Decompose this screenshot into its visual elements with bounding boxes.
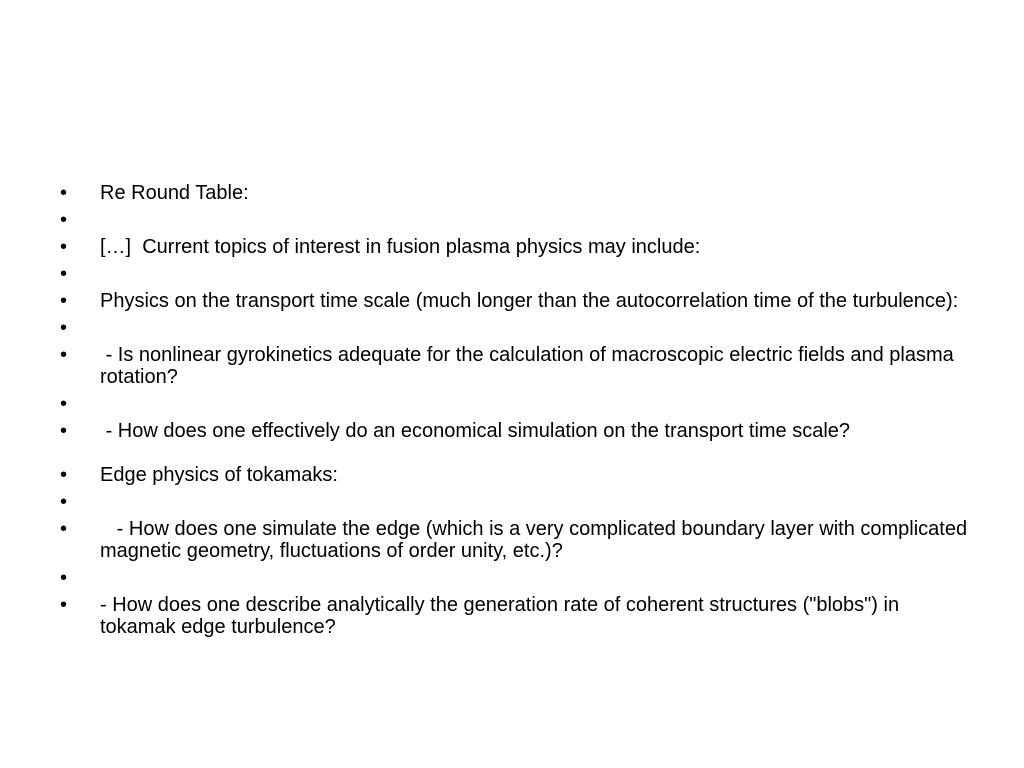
bullet-icon: • — [60, 236, 68, 258]
bullet-item-current-topics — [60, 236, 980, 258]
bullet-icon: • — [60, 263, 68, 285]
bullet-item-edge-simulation-question — [60, 518, 980, 562]
bullet-text: - How does one simulate the edge (which is a very complicated boundary layer with complicated magnetic geometry, fluctuations of order unity, etc.)? — [100, 518, 973, 562]
bullet-icon: • — [60, 290, 68, 312]
bullet-item-empty — [60, 567, 980, 589]
bullet-text: Edge physics of tokamaks: — [100, 464, 338, 486]
bullet-item-gyrokinetics-question — [60, 344, 980, 388]
bullet-item-empty — [60, 491, 980, 513]
bullet-icon: • — [60, 317, 68, 339]
bullet-icon: • — [60, 594, 68, 616]
bullet-text: […] Current topics of interest in fusion plasma physics may include: — [100, 236, 701, 258]
bullet-icon: • — [60, 209, 68, 231]
bullet-text: Re Round Table: — [100, 182, 249, 204]
bullet-item-empty — [60, 209, 980, 231]
bullet-icon: • — [60, 464, 68, 486]
bullet-text: - How does one effectively do an economical simulation on the transport time scale? — [100, 420, 851, 442]
bullet-icon: • — [60, 420, 68, 442]
bullet-icon: • — [60, 182, 68, 204]
bullet-item-simulation-question — [60, 420, 980, 442]
bullet-item-transport-physics — [60, 290, 980, 312]
bullet-item-blobs-question — [60, 594, 980, 638]
bullet-icon: • — [60, 344, 68, 366]
bullet-text: - Is nonlinear gyrokinetics adequate for the calculation of macroscopic electric fields and plasma rotation? — [100, 344, 960, 388]
bullet-item-edge-physics — [60, 464, 980, 486]
bullet-icon: • — [60, 567, 68, 589]
bullet-item-round-table — [60, 182, 980, 204]
bullet-item-empty — [60, 393, 980, 415]
bullet-icon: • — [60, 518, 68, 540]
bullet-list — [60, 182, 980, 643]
bullet-item-empty — [60, 263, 980, 285]
bullet-icon: • — [60, 491, 68, 513]
bullet-item-empty — [60, 317, 980, 339]
bullet-text: Physics on the transport time scale (much longer than the autocorrelation time of the turbulence): — [100, 290, 959, 312]
bullet-text: - How does one describe analytically the generation rate of coherent structures ("blobs") in tokamak edge turbulence? — [100, 594, 905, 638]
bullet-icon: • — [60, 393, 68, 415]
